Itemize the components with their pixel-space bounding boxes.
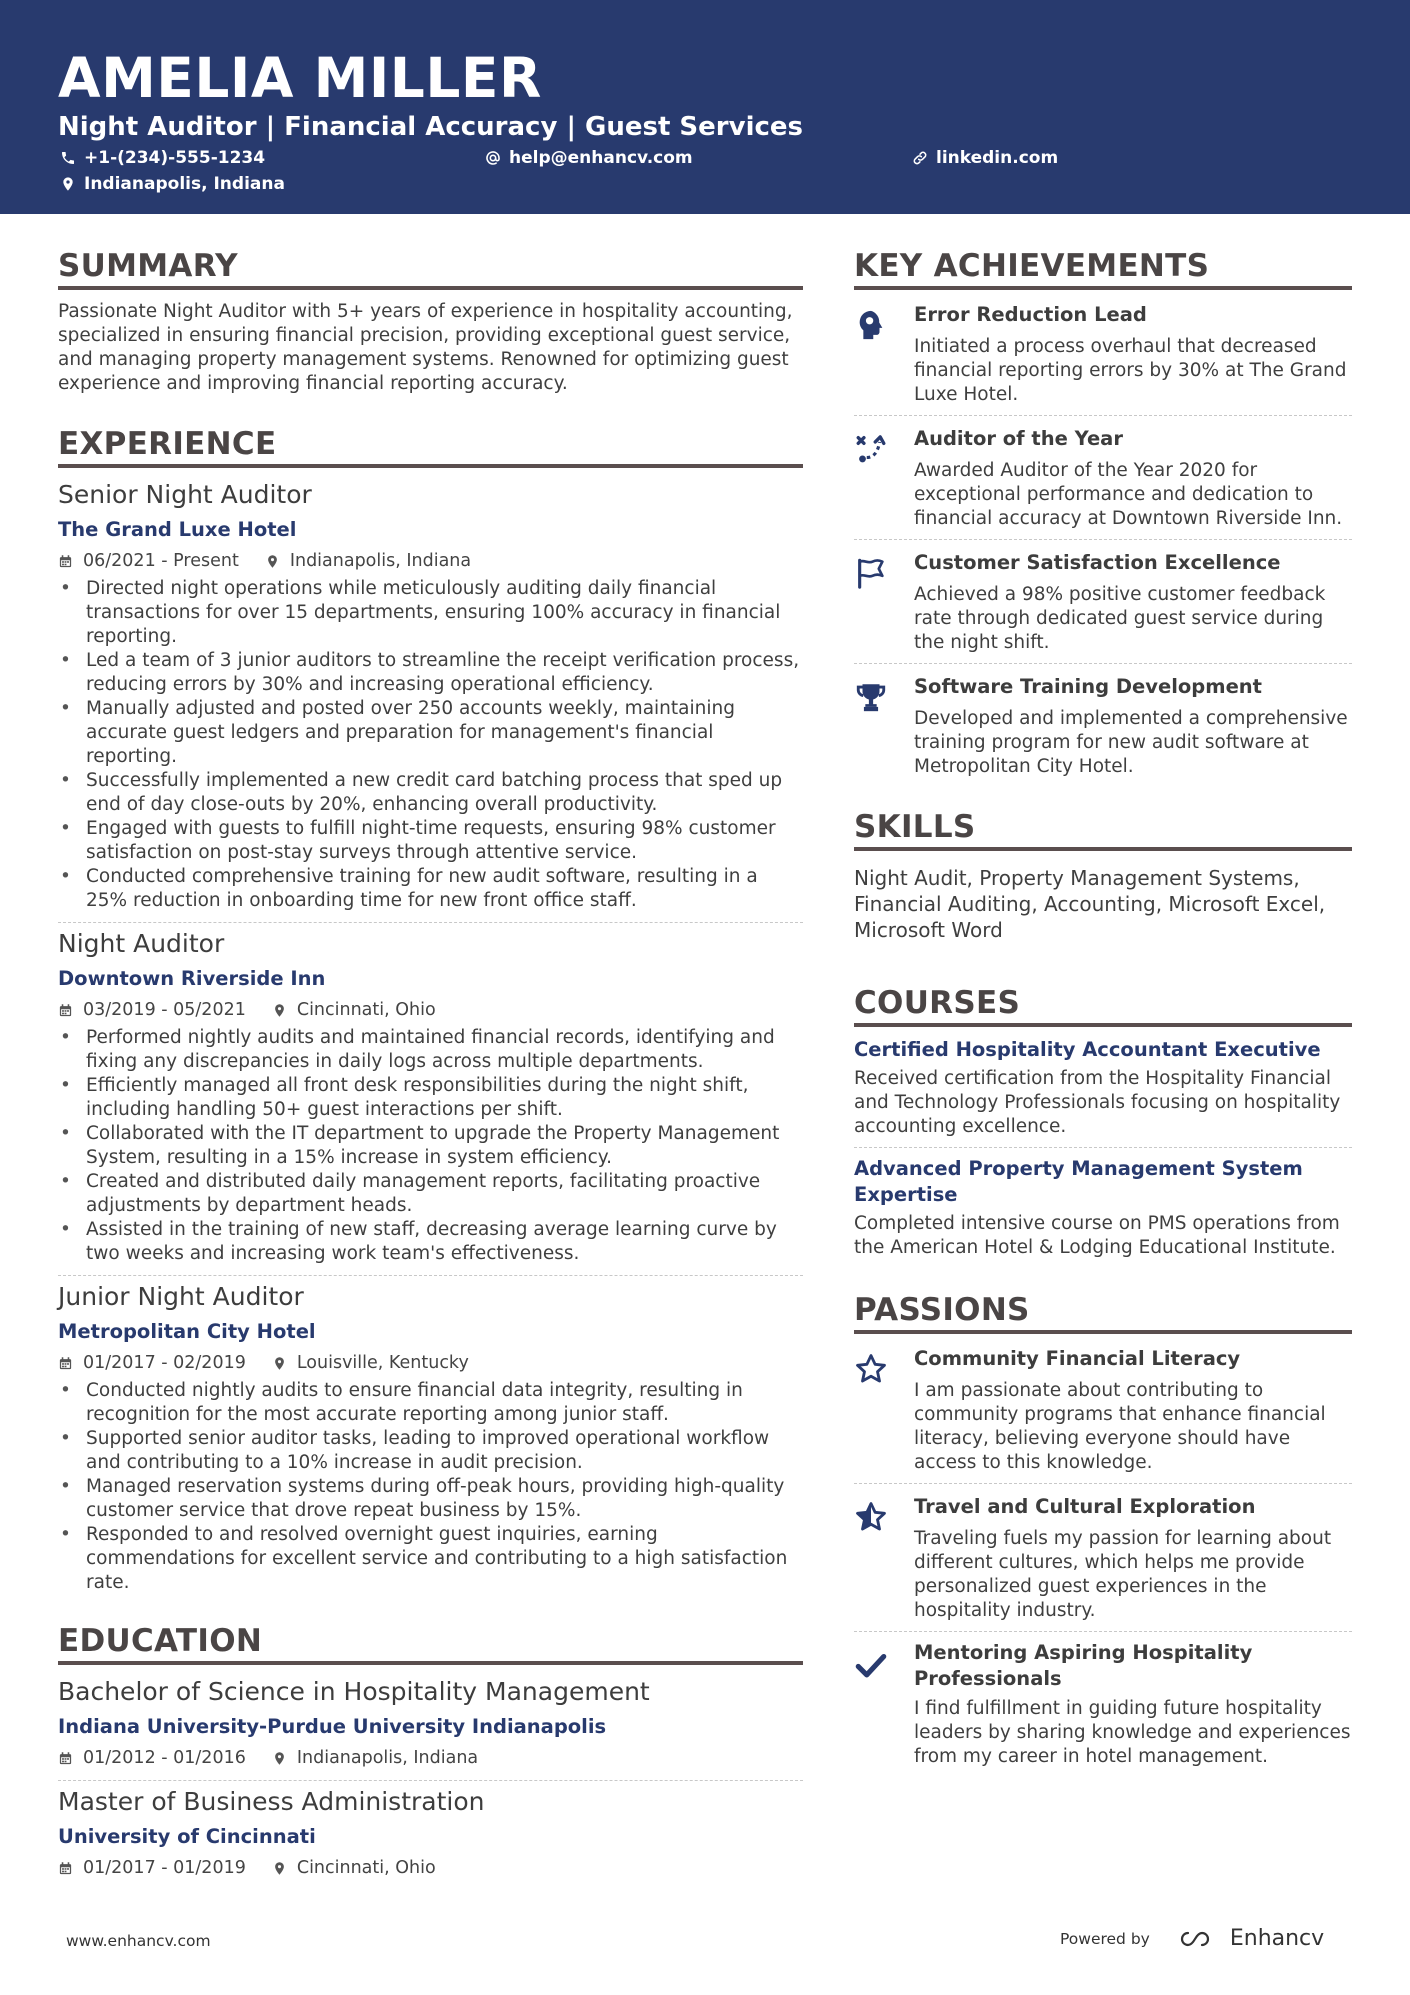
email-text: help@enhancv.com (509, 148, 693, 168)
link-icon (912, 150, 928, 166)
education-meta (58, 1855, 803, 1881)
achievement-item (854, 300, 1352, 407)
bullet-item: • Created and distributed daily management reports, facilitating proactive adjustments by department heads. (58, 1170, 803, 1218)
passion-title: Travel and Cultural Exploration (914, 1495, 1256, 1518)
achievement-item (854, 548, 1352, 655)
phone-icon (60, 150, 76, 166)
passion-item (854, 1492, 1352, 1623)
degree-title: Master of Business Administration (58, 1787, 485, 1816)
powered-by-text: Powered by (1060, 1929, 1150, 1948)
divider (854, 663, 1352, 664)
phone-text: +1-(234)-555-1234 (84, 148, 266, 168)
passion-item (854, 1640, 1352, 1769)
bullet-item: • Led a team of 3 junior auditors to streamline the receipt verification process, reducing errors by 30% and increasing operational efficiency. (58, 649, 803, 697)
course-desc: Completed intensive course on PMS operations from the American Hotel & Lodging Educational Institute. (854, 1213, 1340, 1258)
education-dates: 01/2017 - 01/2019 (83, 1858, 246, 1878)
achievement-title: Customer Satisfaction Excellence (914, 551, 1281, 574)
school-name: University of Cincinnati (58, 1825, 316, 1848)
company-name: Metropolitan City Hotel (58, 1320, 316, 1343)
left-column (58, 246, 803, 1881)
bullet-item: • Manually adjusted and posted over 250 accounts weekly, maintaining accurate guest ledgers and preparation for management's financial reporting. (58, 697, 803, 769)
bullet-item: • Conducted nightly audits to ensure financial data integrity, resulting in recognition for the most accurate reporting among junior staff. (58, 1379, 803, 1427)
achievement-desc: Initiated a process overhaul that decreased financial reporting errors by 30% at The Grand Luxe Hotel. (914, 336, 1347, 405)
company-name: Downtown Riverside Inn (58, 967, 326, 990)
job-meta (58, 548, 803, 574)
job-bullets (58, 1379, 803, 1595)
calendar-icon (58, 1861, 73, 1876)
bullet-item: • Conducted comprehensive training for new audit software, resulting in a 25% reduction in onboarding time for new front office staff. (58, 865, 803, 913)
passion-title: Mentoring Aspiring Hospitality Professionals (914, 1641, 1253, 1690)
education-location: Cincinnati, Ohio (296, 1858, 436, 1878)
skills-heading: SKILLS (854, 807, 1352, 851)
education-meta (58, 1745, 803, 1771)
divider (854, 539, 1352, 540)
job-location: Indianapolis, Indiana (289, 551, 472, 571)
achievement-desc: Achieved a 98% positive customer feedback rate through dedicated guest service during the night shift. (914, 584, 1326, 653)
linkedin-text: linkedin.com (936, 148, 1059, 168)
education-location: Indianapolis, Indiana (296, 1748, 479, 1768)
job-dates: 03/2019 - 05/2021 (83, 1000, 246, 1020)
location-pin-icon (265, 554, 280, 569)
passion-item (854, 1344, 1352, 1475)
candidate-title: Night Auditor | Financial Accuracy | Guest Services (58, 112, 803, 142)
bullet-item: • Efficiently managed all front desk responsibilities during the night shift, including handling 50+ guest interactions per shift. (58, 1074, 803, 1122)
course-item (854, 1037, 1352, 1139)
bullet-item: • Assisted in the training of new staff, decreasing average learning curve by two weeks and increasing work team's effectiveness. (58, 1218, 803, 1266)
passion-desc: Traveling fuels my passion for learning about different cultures, which helps me provide personalized guest experiences in the hospitality industry. (914, 1528, 1332, 1621)
achievement-item (854, 424, 1352, 531)
bullet-item: • Collaborated with the IT department to upgrade the Property Management System, resulting in a 15% increase in system efficiency. (58, 1122, 803, 1170)
education-dates: 01/2012 - 01/2016 (83, 1748, 246, 1768)
location-pin-icon (60, 176, 76, 192)
job-title: Senior Night Auditor (58, 480, 312, 509)
course-title: Advanced Property Management System Expertise (854, 1157, 1303, 1206)
right-column (854, 246, 1352, 1769)
achievement-desc: Developed and implemented a comprehensive training program for new audit software at Metropolitan City Hotel. (914, 708, 1348, 777)
job-dates: 06/2021 - Present (83, 551, 239, 571)
education-entry (58, 1675, 803, 1771)
bullet-item: • Supported senior auditor tasks, leading to improved operational workflow and contributing to a 10% increase in audit precision. (58, 1427, 803, 1475)
job-entry (58, 927, 803, 1266)
achievement-title: Error Reduction Lead (914, 303, 1147, 326)
checkmark-icon (854, 1648, 888, 1682)
divider (854, 1631, 1352, 1632)
passion-desc: I find fulfillment in guiding future hospitality leaders by sharing knowledge and experiences from my career in hotel management. (914, 1698, 1351, 1767)
head-icon (854, 308, 888, 342)
passion-desc: I am passionate about contributing to community programs that enhance financial literacy, believing everyone should have access to this knowledge. (914, 1380, 1326, 1473)
enhancv-logo-icon (1176, 1928, 1222, 1950)
courses-heading: COURSES (854, 983, 1352, 1027)
achievement-title: Auditor of the Year (914, 427, 1123, 450)
star-half-icon (854, 1500, 888, 1534)
experience-heading: EXPERIENCE (58, 424, 803, 468)
job-location: Cincinnati, Ohio (296, 1000, 436, 1020)
achievement-desc: Awarded Auditor of the Year 2020 for exceptional performance and dedication to financial accuracy at Downtown Riverside Inn. (914, 460, 1343, 529)
divider (854, 1483, 1352, 1484)
education-heading: EDUCATION (58, 1621, 803, 1665)
job-dates: 01/2017 - 02/2019 (83, 1353, 246, 1373)
location-contact (60, 172, 285, 196)
location-pin-icon (272, 1356, 287, 1371)
trophy-icon (854, 680, 888, 714)
job-meta (58, 997, 803, 1023)
footer-website[interactable]: www.enhancv.com (66, 1932, 211, 1950)
resume-header (0, 0, 1410, 214)
footer-branding[interactable] (1060, 1926, 1324, 1951)
job-entry (58, 1280, 803, 1595)
company-name: The Grand Luxe Hotel (58, 518, 297, 541)
achievement-item (854, 672, 1352, 779)
divider (58, 1780, 803, 1781)
education-entry (58, 1785, 803, 1881)
bullet-item: • Responded to and resolved overnight guest inquiries, earning commendations for excellent service and contributing to a high satisfaction rate. (58, 1523, 803, 1595)
divider (854, 1147, 1352, 1148)
calendar-icon (58, 1003, 73, 1018)
passion-title: Community Financial Literacy (914, 1347, 1241, 1370)
location-pin-icon (272, 1861, 287, 1876)
location-text: Indianapolis, Indiana (84, 174, 285, 194)
divider (58, 922, 803, 923)
bullet-item: • Successfully implemented a new credit card batching process that sped up end of day close-outs by 20%, enhancing overall productivity. (58, 769, 803, 817)
at-icon (485, 150, 501, 166)
summary-text: Passionate Night Auditor with 5+ years of experience in hospitality accounting, specialized in ensuring financial precision, providing exceptional guest service, and managing property management systems. Renowned for optimizing guest experience and improving financial reporting accuracy. (58, 301, 793, 394)
school-name: Indiana University-Purdue University Indianapolis (58, 1715, 607, 1738)
summary-heading: SUMMARY (58, 246, 803, 290)
course-item (854, 1156, 1352, 1260)
job-entry (58, 478, 803, 913)
passions-heading: PASSIONS (854, 1290, 1352, 1334)
calendar-icon (58, 554, 73, 569)
location-pin-icon (272, 1751, 287, 1766)
linkedin-contact[interactable] (912, 146, 1058, 170)
flag-icon (854, 556, 888, 590)
degree-title: Bachelor of Science in Hospitality Management (58, 1677, 650, 1706)
email-contact[interactable] (485, 146, 693, 170)
strategy-icon (854, 432, 888, 466)
course-desc: Received certification from the Hospitality Financial and Technology Professionals focusing on hospitality accounting excellence. (854, 1068, 1341, 1137)
job-bullets (58, 577, 803, 913)
bullet-item: • Performed nightly audits and maintained financial records, identifying and fixing any discrepancies in daily logs across multiple departments. (58, 1026, 803, 1074)
job-bullets (58, 1026, 803, 1266)
phone-contact[interactable] (60, 146, 265, 170)
bullet-item: • Engaged with guests to fulfill night-time requests, ensuring 98% customer satisfaction on post-stay surveys through attentive service. (58, 817, 803, 865)
divider (854, 415, 1352, 416)
candidate-name: AMELIA MILLER (58, 46, 542, 110)
calendar-icon (58, 1356, 73, 1371)
star-outline-icon (854, 1352, 888, 1386)
divider (58, 1275, 803, 1276)
job-location: Louisville, Kentucky (296, 1353, 469, 1373)
job-meta (58, 1350, 803, 1376)
bullet-item: • Managed reservation systems during off-peak hours, providing high-quality customer service that drove repeat business by 15%. (58, 1475, 803, 1523)
course-title: Certified Hospitality Accountant Executive (854, 1038, 1321, 1061)
bullet-item: • Directed night operations while meticulously auditing daily financial transactions for over 15 departments, ensuring 100% accuracy in financial reporting. (58, 577, 803, 649)
brand-name: Enhancv (1229, 1926, 1325, 1951)
job-title: Night Auditor (58, 929, 225, 958)
job-title: Junior Night Auditor (58, 1282, 304, 1311)
achievement-title: Software Training Development (914, 675, 1263, 698)
location-pin-icon (272, 1003, 287, 1018)
skills-text: Night Audit, Property Management Systems, Financial Auditing, Accounting, Microsoft Excel, Microsoft Word (854, 866, 1326, 942)
achievements-heading: KEY ACHIEVEMENTS (854, 246, 1352, 290)
calendar-icon (58, 1751, 73, 1766)
